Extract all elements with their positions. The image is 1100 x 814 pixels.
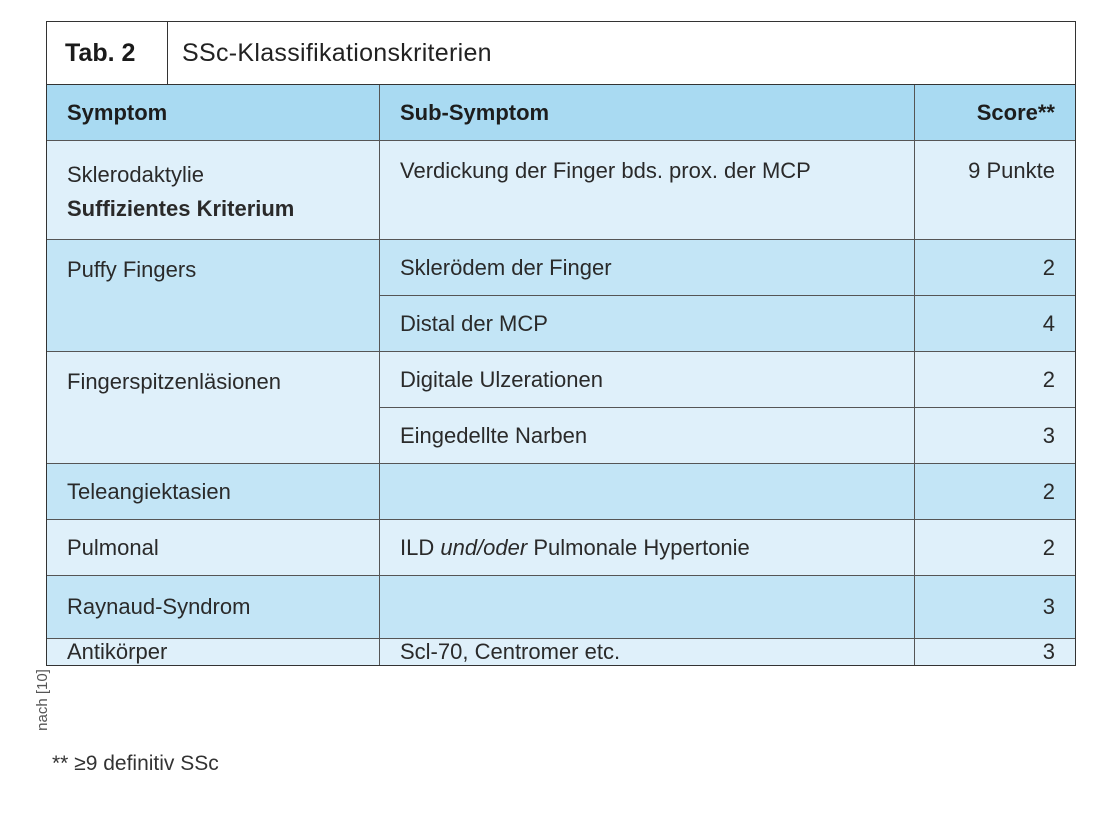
sub-symptom-cell: Digitale Ulzerationen <box>380 352 915 408</box>
score-cell: 3 <box>915 576 1075 639</box>
symptom-cell: Antikörper <box>47 639 380 665</box>
classification-table <box>46 21 1076 666</box>
score-cell: 9 Punkte <box>915 141 1075 240</box>
symptom-cell: Teleangiektasien <box>47 464 380 520</box>
sub-symptom-suffix: Pulmonale Hypertonie <box>527 534 750 560</box>
sub-symptom-cell <box>380 464 915 520</box>
sub-symptom-cell <box>380 520 915 576</box>
header-score: Score** <box>915 85 1075 141</box>
symptom-cell: Raynaud-Syndrom <box>47 576 380 639</box>
sufficient-criterion-note: Suffizientes Kriterium <box>67 196 295 221</box>
symptom-cell: Puffy Fingers <box>47 240 380 352</box>
score-cell: 4 <box>915 296 1075 352</box>
table-number: Tab. 2 <box>47 22 168 84</box>
symptom-cell <box>47 141 380 240</box>
sub-symptom-cell: Sklerödem der Finger <box>380 240 915 296</box>
table-title: SSc-Klassifikationskriterien <box>182 38 492 67</box>
sub-symptom-cell: Scl-70, Centromer etc. <box>380 639 915 665</box>
symptom-cell: Fingerspitzenläsionen <box>47 352 380 464</box>
score-cell: 3 <box>915 408 1075 464</box>
footnote: ** ≥9 definitiv SSc <box>52 752 219 775</box>
sub-symptom-cell: Distal der MCP <box>380 296 915 352</box>
sub-symptom-prefix: ILD <box>400 534 441 560</box>
score-cell: 2 <box>915 352 1075 408</box>
sub-symptom-italic: und/oder <box>440 534 528 560</box>
score-cell: 2 <box>915 240 1075 296</box>
header-sub-symptom: Sub-Symptom <box>380 85 915 141</box>
table-body <box>47 85 1075 665</box>
score-cell: 2 <box>915 464 1075 520</box>
header-symptom: Symptom <box>47 85 380 141</box>
symptom-cell: Pulmonal <box>47 520 380 576</box>
sub-symptom-cell: Eingedellte Narben <box>380 408 915 464</box>
score-cell: 3 <box>915 639 1075 665</box>
sub-symptom-cell: Verdickung der Finger bds. prox. der MCP <box>380 141 915 240</box>
table-title-bar <box>47 22 1075 85</box>
score-cell: 2 <box>915 520 1075 576</box>
symptom-label: Sklerodaktylie <box>67 162 204 187</box>
sub-symptom-cell <box>380 576 915 639</box>
source-note: nach [10] <box>34 669 51 731</box>
